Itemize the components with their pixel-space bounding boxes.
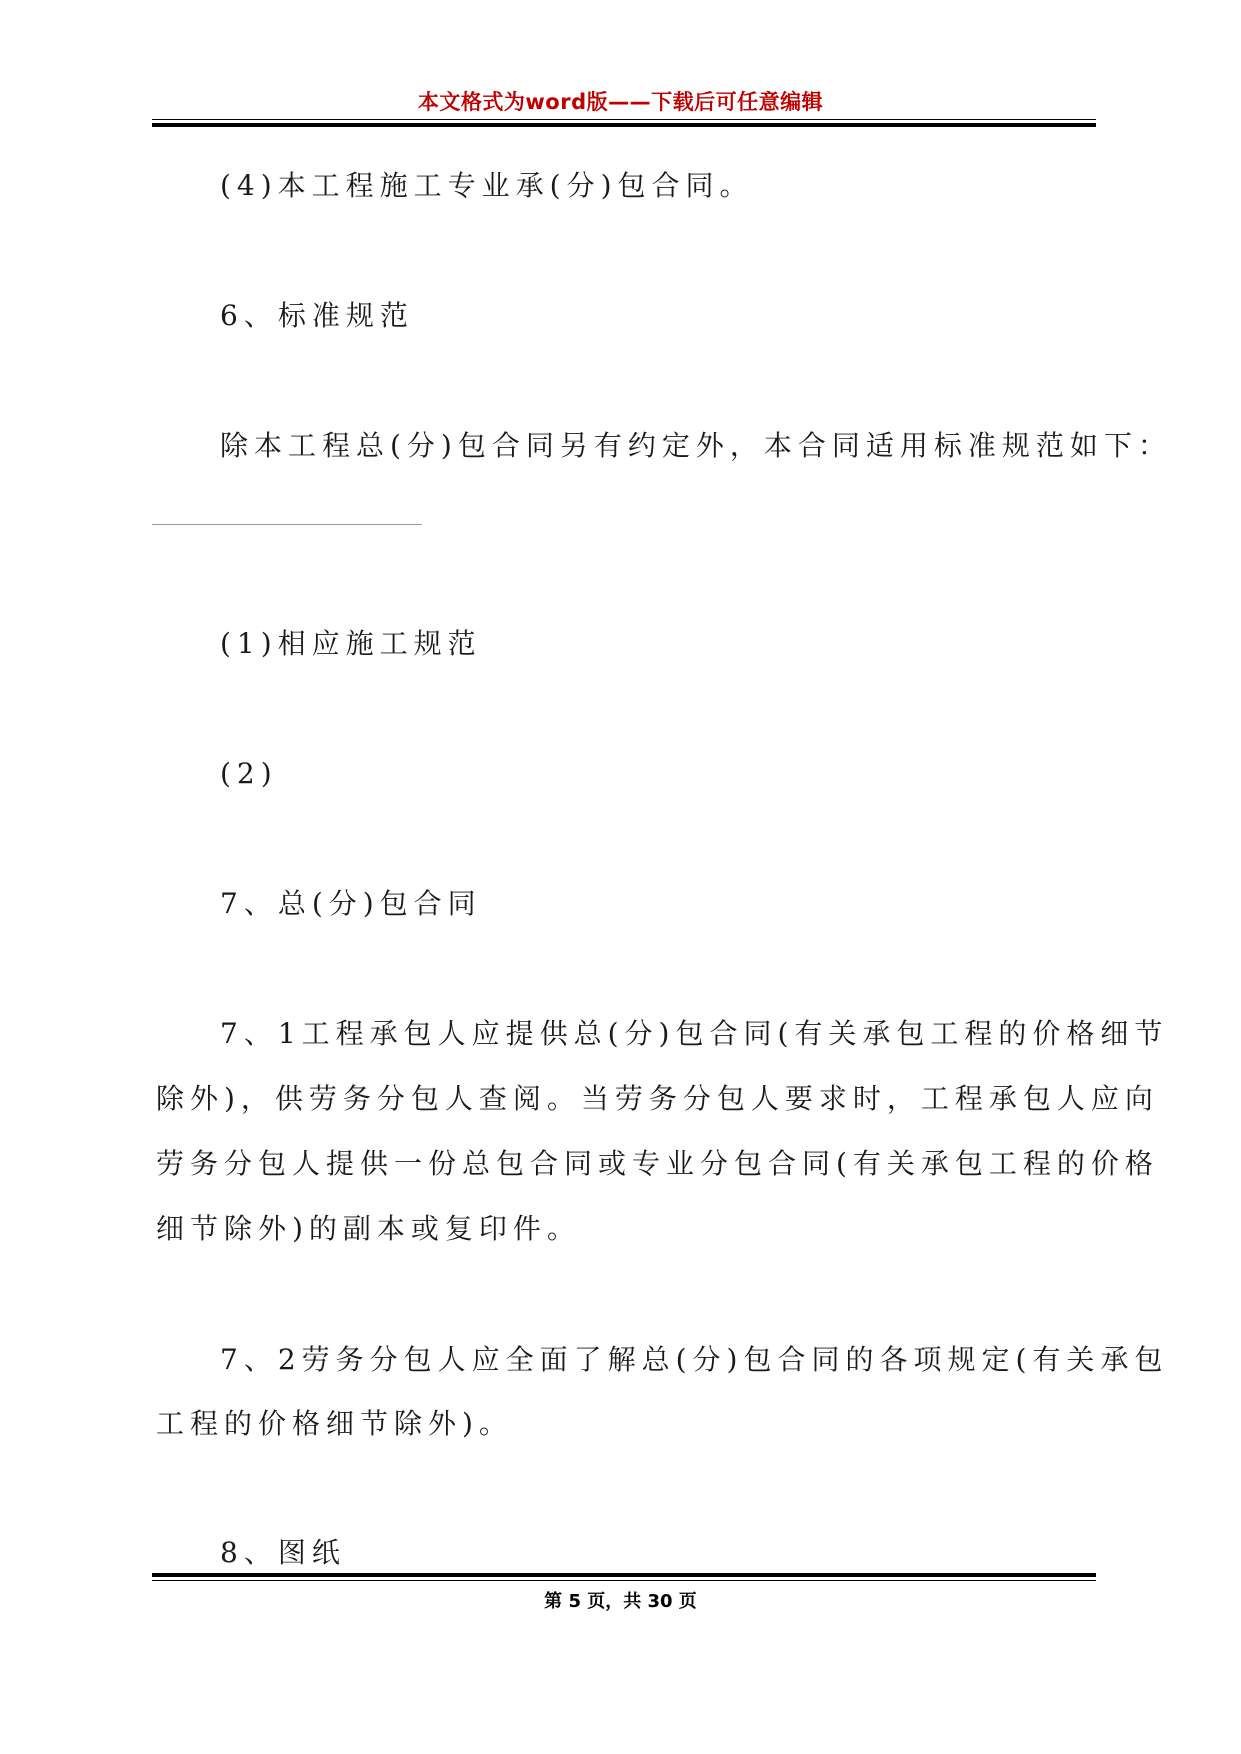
paragraph-7-1-line-3: 劳务分包人提供一份总包合同或专业分包合同(有关承包工程的价格	[156, 1147, 1159, 1180]
footer-rule-thin	[152, 1580, 1096, 1581]
paragraph-7-1-line-1: 7、1工程承包人应提供总(分)包合同(有关承包工程的价格细节	[220, 1017, 1169, 1050]
paragraph-standards-intro: 除本工程总(分)包合同另有约定外，本合同适用标准规范如下：	[220, 429, 1172, 462]
list-item-standard-2: (2)	[220, 757, 278, 790]
section-heading-7: 7、总(分)包合同	[220, 887, 482, 920]
list-item-standard-1: (1)相应施工规范	[220, 627, 482, 660]
footer-rule-thick	[152, 1573, 1096, 1577]
paragraph-7-1-line-4: 细节除外)的副本或复印件。	[156, 1212, 581, 1245]
paragraph-7-1-line-2: 除外)，供劳务分包人查阅。当劳务分包人要求时，工程承包人应向	[156, 1082, 1159, 1115]
paragraph-7-2-line-1: 7、2劳务分包人应全面了解总(分)包合同的各项规定(有关承包	[220, 1343, 1169, 1376]
paragraph-7-2-line-2: 工程的价格细节除外)。	[156, 1407, 513, 1440]
section-heading-8: 8、图纸	[220, 1536, 346, 1569]
section-heading-6: 6、标准规范	[220, 299, 414, 332]
blank-fill-line	[152, 524, 422, 525]
page-number: 第 5 页，共 30 页	[544, 1591, 697, 1612]
paragraph-subcontract-4: (4)本工程施工专业承(分)包合同。	[220, 169, 754, 202]
header-rule-thin	[152, 119, 1096, 120]
header-rule-thick	[152, 123, 1096, 127]
document-header-title: 本文格式为word版——下载后可任意编辑	[417, 90, 824, 114]
